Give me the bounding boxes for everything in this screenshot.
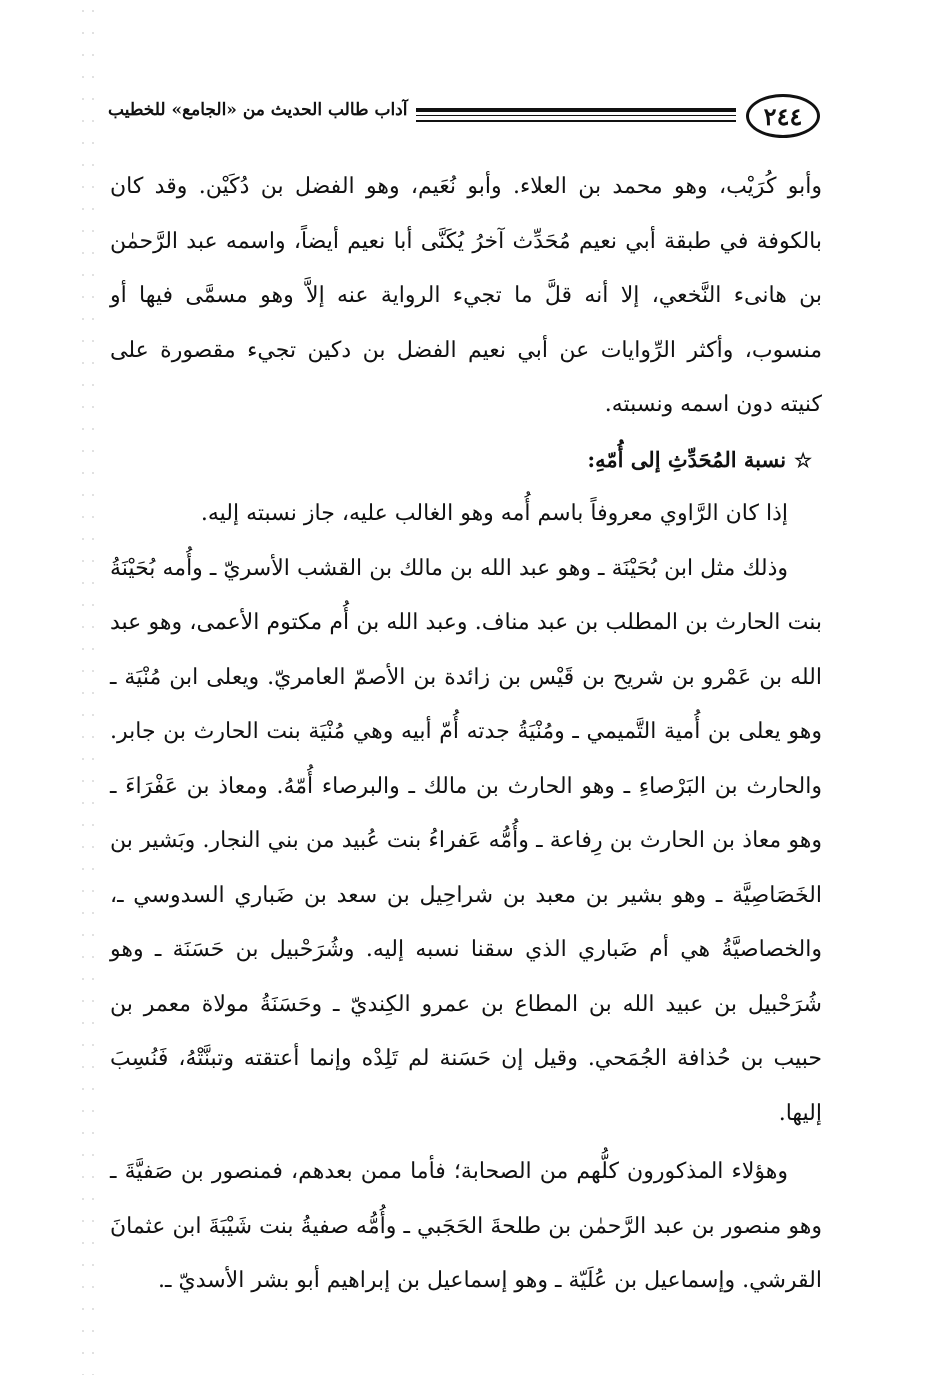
paragraph-4: وهؤلاء المذكورون كلُّهم من الصحابة؛ فأما ممن بعدهم، فمنصور بن صَفيَّةَ ـ وهو منصور بن عبد الرَّحمٰن بن طلحةَ الحَجَبي ـ وأُمُّه صفيةُ بنت شَيْبَةَ ابن عثمانَ القرشي. وإسماعيل بن عُلَيّة ـ وهو إسماعيل بن إبراهيم أبو بشر الأسديّ ـ. xyxy=(110,1159,822,1293)
paragraph-1: وأبو كُرَيْب، وهو محمد بن العلاء. وأبو نُعَيم، وهو الفضل بن دُكَيْن. وقد كان بالكوفة في طبقة أبي نعيم مُحَدِّث آخرُ يُكَنَّى أبا نعيم أيضاً، واسمه عبد الرَّحمٰن بن هانىء النَّخعي، إلا أنه قلَّ ما تجيء الرواية عنه إلاَّ وهو مسمَّى فيها أو منسوب، وأكثر الرِّوايات عن أبي نعيم الفضل بن دكين تجيء مقصورة على كنيته دون اسمه ونسبته. xyxy=(110,174,822,417)
paragraph-3: وذلك مثل ابن بُحَيْنَة ـ وهو عبد الله بن مالك بن القشب الأسريّ ـ وأُمه بُحَيْنَةُ بنت الحارث بن المطلب بن عبد مناف. وعبد الله بن أُم مكتوم الأعمى، وهو عبد الله بن عَمْرو بن شريح بن قَيْس بن زائدة بن الأصمّ العامريّ. ويعلى ابن مُنْيَة ـ وهو يعلى بن أُمية التَّميمي ـ ومُنْيَةُ جدته أُمّ أبيه وهي مُنْيَة بنت الحارث بن جابر. والحارث بن البَرْصاءِ ـ وهو الحارث بن مالك ـ والبرصاء أُمّهُ. ومعاذ بن عَفْرَاءَ ـ وهو معاذ بن الحارث بن رِفاعة ـ وأُمُّه عَفراءُ بنت عُبيد من بني النجار. وبَشير بن الخَصَاصِيَّة ـ وهو بشير بن معبد بن شراحِيل بن سعد بن ضَباري السدوسي ـ، والخصاصيَّةُ هي أم ضَباري الذي سقنا نسبه إليه. وشُرَحْبيل بن حَسَنَة ـ وهو شُرَحْبيل بن عبيد الله بن المطاع بن عمرو الكِنديّ ـ وحَسَنَةُ مولاة معمر بن حبيب بن حُذافة الجُمَحي. وقيل إن حَسَنة لم تَلِدْه وإنما أعتقته وتبنَّتْهُ، فَنُسِبَ إليها. xyxy=(110,555,823,1126)
page-number: ٢٤٤ xyxy=(746,94,820,138)
header-rule xyxy=(416,108,736,122)
star-icon: ☆ xyxy=(794,447,812,472)
paragraph-2: إذا كان الرَّاوي معروفاً باسم أُمه وهو الغالب عليه، جاز نسبته إليه. xyxy=(200,501,788,526)
running-title: آداب طالب الحديث من «الجامع» للخطيب xyxy=(108,100,408,120)
section-heading-text: نسبة المُحَدِّثِ إلى أُمّهِ: xyxy=(587,446,787,472)
page-header xyxy=(108,92,820,146)
scan-margin-dots xyxy=(78,0,98,1375)
page-body xyxy=(110,160,822,1309)
section-heading xyxy=(110,433,822,488)
